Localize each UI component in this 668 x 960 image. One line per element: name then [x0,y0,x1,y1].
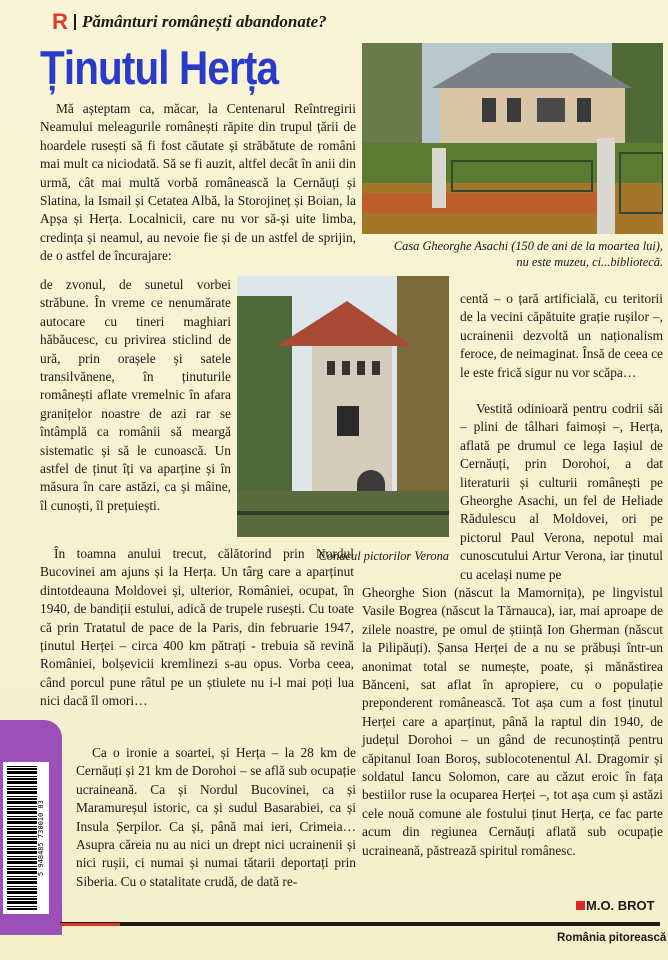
article-body-right-wide [362,584,663,884]
footer-rule [60,922,660,926]
article-body-right-top [460,290,663,400]
article-title: Ținutul Herța [40,41,279,94]
magazine-logo [52,10,70,34]
paragraph-famous: Vestită odinioară pentru codrii săi – plini de tâlhari faimoși –, Herța, aflată pe drumul ce lega Iașiul de Cernăuți, prin Dorohoi, a dat literaturii și culturii românești pe Gheorghe Asachi, un fel de Heliade Rădulescu al Moldovei, ori pe pictorul Paul Verona, nepotul mai cunoscutului Artur Verona, iar ținutul cu același nume pe [460,401,663,582]
paragraph-intro-cont: de zvonul, de sunetul vorbei străbune. În vreme ce nenumărate autocare cu tineri maghiari hăbăucesc, cu privirea sticlind de ură, prin orașele și satele transilvănene, în ținuturile românești aflate vremelnic în afara granițelor noastre de azi rar se întâmplă ca românii să meargă sistematic și să le cunoască. Un astfel de ținut îți va aparține și în măsura în care astăzi, ca și mâine, îl cunoști, îl prețuiești. [40,277,231,513]
asachi-house-illustration [362,43,663,234]
article-body-right-famous [460,400,663,584]
asachi-caption [362,238,663,270]
paragraph-autumn: În toamna anului trecut, călătorind prin Nordul Bucovinei am ajuns și la Herța. Un târg care a aparținut dintotdeauna Moldovei și, ulterior, României, ocupat, în 1940, de bandiții estului, adică de trupele rusești. Cu toate că prin Tratatul de pace de la Paris, din februarie 1947, ținutul Herței – circa 400 km pătrați - trebuia să revină României, bolșevicii kremlinezi s-au opus. Vorba ceea, când porcul pune râtul pe un știulete nu i-l mai poți lua nici dacă îl omori… [40,546,354,709]
photo-verona-mansion [237,276,449,537]
photo-asachi-house [362,43,663,234]
paragraph-intro: Mă așteptam ca, măcar, la Centenarul Reîntregirii Neamului meleagurile românești răpite din trupul țării de hoardele rusești să fi fost căutate și străbătute de români mai mult ca niciodată. Să se fi auzit, altfel decât în anii din urmă, cât mai multă vorbă românească la Cernăuți și Slatina, la Ismail și Cetatea Albă, la Storojineț și Boian, la Apșa și Herța. Localnicii, care nu vor să-și uite limba, credința și neamul, au nevoie fie și de un astfel de sprijin, de o astfel de încurajare: [40,101,356,264]
article-body-left-autumn [40,545,354,743]
paragraph-irony: Ca o ironie a soartei, și Herța – la 28 km de Cernăuți și 21 km de Dorohoi – se află sub ocupație ucraineană. Ca și Nordul Bucovinei, ca și Maramureșul istoric, ca și sudul Basarabiei, ca și Insula Șerpilor. Ca și, până mai ieri, Crimeia… Asupra căreia nu au nici un drept nici ucrainenii și nici rușii, ci numai și numai tătarii deportați prin Siberia. Cu o statalitate crudă, de dată re- [76,745,356,889]
paragraph-personalities: Gheorghe Sion (născut la Mamornița), pe lingvistul Vasile Bogrea (născut la Tărnauca), iar, mai aproape de zilele noastre, pe omul de știință Ion Gherman (născut la Pilipăuți). Șansa Herței de a nu se prăbuși într-un anonimat total se numește, poate, și mănăstirea Bănceni, sat aflat în apropiere, cu o populație preponderent românească. Tot așa cum a fost ținutul Herței care a aparținut, până la raptul din 1940, de județul Dorohoi – un gând de recunoștință pentru căpitanul Ioan Boroș, sublocotenentul Al. Dragomir și soldatul Iancu Solomon, care au căzut eroic în fața bestiilor ruse la ocuparea Herței –, tot așa cum și astăzi cele nouă comune ale fostului ținut Herța, ce fac parte acum din regiunea Cernăuți aflată sub ocupație ucraineană, păstrează spiritul românesc. [362,585,663,858]
paragraph-ukraine: centă – o țară artificială, cu teritorii de la vecini căpătuite grație rușilor –, ucrainenii dezvoltă un naționalism feroce, de neimaginat. Însă de ceea ce le este frică sigur nu vor scăpa… [460,291,663,380]
article-body-left-narrow [40,276,231,540]
author-square-icon [576,901,585,910]
logo-letter: R [52,9,68,34]
asachi-caption-line1: Casa Gheorghe Asachi (150 de ani de la moartea lui), [393,239,663,253]
article-body-left-top [40,100,356,276]
barcode-bars [7,766,37,910]
verona-mansion-illustration [237,276,449,537]
footer-rule-accent [60,923,120,926]
verona-caption: Conacul pictorilor Verona [318,549,449,563]
kicker-separator [74,14,76,30]
asachi-caption-line2: nu este muzeu, ci...bibliotecă. [516,255,663,269]
barcode [3,762,49,914]
author-name: M.O. BROT [586,898,655,913]
section-kicker: Pământuri românești abandonate? [82,12,327,31]
barcode-digits: 5 948485 730010 03 [37,800,45,876]
article-body-left-irony [76,744,356,914]
magazine-footer-name: România pitorească [557,932,667,944]
